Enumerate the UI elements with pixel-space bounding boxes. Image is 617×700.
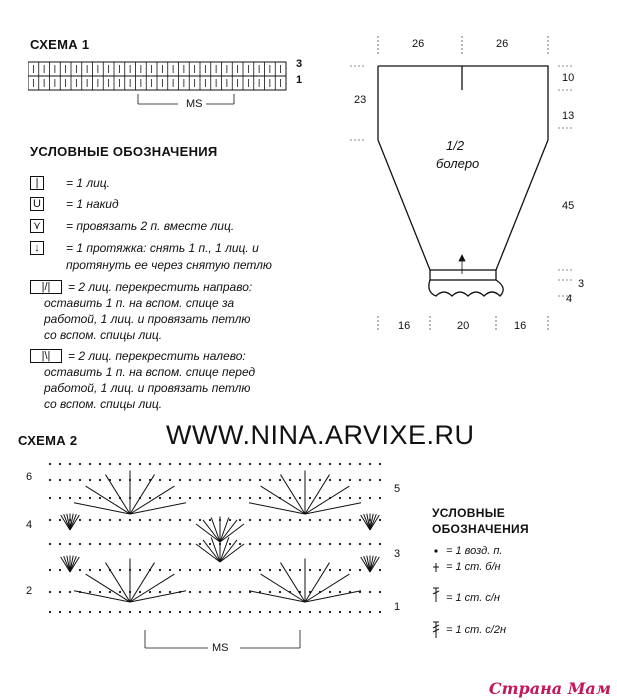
chain-stitch-mark bbox=[309, 611, 311, 613]
chain-stitch-mark bbox=[79, 611, 81, 613]
chain-stitch-mark bbox=[139, 611, 141, 613]
chain-stitch-mark bbox=[229, 543, 231, 545]
chain-stitch-mark bbox=[289, 543, 291, 545]
chain-stitch-mark bbox=[199, 479, 201, 481]
chain-stitch-mark bbox=[319, 519, 321, 521]
chain-stitch-mark bbox=[169, 591, 171, 593]
chain-stitch-mark bbox=[279, 543, 281, 545]
dim-bottom-mid: 20 bbox=[457, 320, 470, 332]
chain-stitch-mark bbox=[319, 611, 321, 613]
chain-stitch-mark bbox=[159, 569, 161, 571]
tr-symbol-icon bbox=[433, 622, 439, 638]
chain-stitch-mark bbox=[109, 591, 111, 593]
chain-stitch-mark bbox=[139, 479, 141, 481]
scheme2-row-1: 1 bbox=[394, 601, 401, 613]
chain-stitch-mark bbox=[79, 519, 81, 521]
chain-stitch-mark bbox=[259, 543, 261, 545]
k2tog-symbol-icon: ⋎ bbox=[30, 219, 44, 233]
chain-stitch-mark bbox=[89, 497, 91, 499]
pattern-name: болеро bbox=[436, 156, 480, 171]
skpo-symbol-icon: ↓ bbox=[30, 241, 44, 255]
chain-stitch-mark bbox=[319, 569, 321, 571]
chain-stitch-mark bbox=[159, 543, 161, 545]
chain-stitch-mark bbox=[339, 569, 341, 571]
chain-stitch-mark bbox=[149, 543, 151, 545]
chain-stitch-mark bbox=[329, 569, 331, 571]
chain-stitch-mark bbox=[79, 479, 81, 481]
chain-stitch-mark bbox=[149, 611, 151, 613]
chain-stitch-mark bbox=[349, 497, 351, 499]
chain-stitch-mark bbox=[89, 479, 91, 481]
chain-stitch-mark bbox=[359, 569, 361, 571]
chain-stitch-mark bbox=[209, 611, 211, 613]
fan-stitch-mark bbox=[105, 475, 130, 514]
dc-symbol-icon bbox=[433, 588, 439, 602]
chain-stitch-mark bbox=[359, 497, 361, 499]
chain-stitch-mark bbox=[299, 543, 301, 545]
chain-stitch-mark bbox=[139, 519, 141, 521]
chain-stitch-mark bbox=[279, 569, 281, 571]
chain-stitch-mark bbox=[349, 569, 351, 571]
chain-stitch-mark bbox=[289, 611, 291, 613]
fan-stitch-mark bbox=[305, 475, 330, 514]
chain-stitch-mark bbox=[189, 519, 191, 521]
watermark-logo: Страна Мам bbox=[488, 679, 611, 698]
scheme1-grid bbox=[28, 58, 298, 110]
scheme1-repeat-label: MS bbox=[186, 98, 203, 110]
dim-right-45: 45 bbox=[562, 200, 575, 212]
chain-stitch-mark bbox=[109, 543, 111, 545]
chain-stitch-mark bbox=[339, 543, 341, 545]
scheme2-row-3: 3 bbox=[394, 548, 401, 560]
chain-stitch-mark bbox=[199, 591, 201, 593]
chain-stitch-mark bbox=[79, 463, 81, 465]
chain-stitch-mark bbox=[329, 611, 331, 613]
chain-stitch-mark bbox=[309, 519, 311, 521]
scheme2-title: СХЕМА 2 bbox=[18, 433, 78, 448]
chain-stitch-mark bbox=[299, 519, 301, 521]
chain-stitch-mark bbox=[119, 611, 121, 613]
legend2-title-2: ОБОЗНАЧЕНИЯ bbox=[432, 522, 529, 536]
chain-stitch-mark bbox=[189, 479, 191, 481]
chain-stitch-mark bbox=[69, 591, 71, 593]
chain-stitch-mark bbox=[339, 479, 341, 481]
chain-stitch-mark bbox=[169, 569, 171, 571]
chain-stitch-mark bbox=[139, 569, 141, 571]
fan-stitch-mark bbox=[130, 563, 155, 602]
legend2-title-1: УСЛОВНЫЕ bbox=[432, 506, 506, 520]
chain-stitch-mark bbox=[219, 611, 221, 613]
chain-stitch-mark bbox=[199, 543, 201, 545]
scheme2-row-6: 6 bbox=[26, 471, 33, 483]
chain-stitch-mark bbox=[89, 611, 91, 613]
chain-stitch-mark bbox=[49, 569, 51, 571]
chain-stitch-mark bbox=[199, 519, 201, 521]
dim-top-left: 26 bbox=[412, 38, 425, 50]
chain-stitch-mark bbox=[109, 463, 111, 465]
chain-stitch-mark bbox=[369, 463, 371, 465]
fan-stitch-mark bbox=[130, 475, 155, 514]
chain-stitch-mark bbox=[209, 519, 211, 521]
chain-stitch-mark bbox=[99, 591, 101, 593]
chain-stitch-mark bbox=[139, 591, 141, 593]
chain-stitch-mark bbox=[49, 479, 51, 481]
chain-stitch-mark bbox=[239, 543, 241, 545]
chain-stitch-mark bbox=[59, 611, 61, 613]
chain-stitch-mark bbox=[129, 543, 131, 545]
scheme2-row-4: 4 bbox=[26, 519, 33, 531]
chain-stitch-mark bbox=[229, 569, 231, 571]
chain-stitch-mark bbox=[119, 543, 121, 545]
chain-stitch-mark bbox=[169, 543, 171, 545]
chain-stitch-mark bbox=[369, 497, 371, 499]
chain-stitch-mark bbox=[59, 569, 61, 571]
chain-stitch-mark bbox=[349, 463, 351, 465]
chain-stitch-mark bbox=[299, 479, 301, 481]
chain-stitch-mark bbox=[219, 463, 221, 465]
chain-stitch-mark bbox=[159, 519, 161, 521]
chain-stitch-mark bbox=[89, 519, 91, 521]
fan-stitch-mark bbox=[305, 563, 330, 602]
chain-stitch-mark bbox=[359, 519, 361, 521]
chain-stitch-mark bbox=[119, 519, 121, 521]
chain-stitch-mark bbox=[79, 497, 81, 499]
legend2-chain: = 1 возд. п. bbox=[446, 545, 503, 557]
chain-stitch-mark bbox=[249, 463, 251, 465]
chain-stitch-mark bbox=[309, 497, 311, 499]
chain-stitch-mark bbox=[289, 497, 291, 499]
chain-stitch-mark bbox=[279, 463, 281, 465]
chain-stitch-mark bbox=[239, 519, 241, 521]
chain-stitch-mark bbox=[379, 569, 381, 571]
chain-stitch-mark bbox=[349, 519, 351, 521]
cross-left-symbol-icon: |\| bbox=[30, 349, 62, 363]
chain-stitch-mark bbox=[169, 519, 171, 521]
chain-stitch-mark bbox=[119, 569, 121, 571]
chain-stitch-mark bbox=[179, 479, 181, 481]
chain-stitch-mark bbox=[209, 463, 211, 465]
chain-stitch-mark bbox=[309, 479, 311, 481]
chain-stitch-mark bbox=[289, 519, 291, 521]
chain-stitch-mark bbox=[209, 479, 211, 481]
chain-stitch-mark bbox=[189, 591, 191, 593]
chain-stitch-mark bbox=[359, 463, 361, 465]
chain-stitch-mark bbox=[219, 479, 221, 481]
chain-stitch-mark bbox=[239, 611, 241, 613]
chain-stitch-mark bbox=[99, 479, 101, 481]
chain-stitch-mark bbox=[179, 569, 181, 571]
chain-stitch-mark bbox=[359, 611, 361, 613]
chain-stitch-mark bbox=[209, 569, 211, 571]
chain-stitch-mark bbox=[159, 591, 161, 593]
chain-stitch-mark bbox=[119, 463, 121, 465]
chain-stitch-mark bbox=[229, 479, 231, 481]
yarnover-symbol-icon: U bbox=[30, 197, 44, 211]
chain-stitch-mark bbox=[179, 519, 181, 521]
chain-stitch-mark bbox=[89, 591, 91, 593]
chain-stitch-mark bbox=[59, 463, 61, 465]
cross-right-symbol-icon: |/| bbox=[30, 280, 62, 294]
chain-stitch-mark bbox=[59, 519, 61, 521]
chain-stitch-mark bbox=[189, 463, 191, 465]
chain-stitch-mark bbox=[269, 611, 271, 613]
chain-stitch-mark bbox=[309, 569, 311, 571]
chain-stitch-mark bbox=[169, 479, 171, 481]
dim-right-13: 13 bbox=[562, 110, 575, 122]
chain-stitch-mark bbox=[329, 591, 331, 593]
chain-stitch-mark bbox=[379, 519, 381, 521]
chain-stitch-mark bbox=[159, 463, 161, 465]
chain-stitch-mark bbox=[379, 463, 381, 465]
legend2-tr: = 1 ст. с/2н bbox=[446, 624, 507, 636]
chain-stitch-mark bbox=[79, 543, 81, 545]
chain-stitch-mark bbox=[249, 543, 251, 545]
chain-stitch-mark bbox=[269, 569, 271, 571]
chain-stitch-mark bbox=[269, 497, 271, 499]
chain-stitch-mark bbox=[219, 569, 221, 571]
chain-stitch-mark bbox=[89, 463, 91, 465]
chain-stitch-mark bbox=[259, 569, 261, 571]
chain-stitch-mark bbox=[379, 479, 381, 481]
chain-stitch-mark bbox=[79, 569, 81, 571]
chain-stitch-mark bbox=[69, 497, 71, 499]
chain-stitch-mark bbox=[309, 543, 311, 545]
chain-stitch-mark bbox=[49, 519, 51, 521]
chain-stitch-mark bbox=[189, 543, 191, 545]
chain-stitch-mark bbox=[179, 611, 181, 613]
chain-stitch-mark bbox=[379, 497, 381, 499]
fan-stitch-mark bbox=[105, 563, 130, 602]
chain-stitch-mark bbox=[229, 611, 231, 613]
chain-stitch-mark bbox=[69, 543, 71, 545]
chain-stitch-mark bbox=[59, 479, 61, 481]
chain-stitch-mark bbox=[239, 463, 241, 465]
fan-stitch-mark bbox=[280, 563, 305, 602]
scheme2-repeat-label: MS bbox=[212, 642, 229, 654]
chain-stitch-mark bbox=[229, 591, 231, 593]
chain-stitch-mark bbox=[109, 519, 111, 521]
chain-stitch-mark bbox=[129, 611, 131, 613]
chain-stitch-mark bbox=[149, 463, 151, 465]
chain-stitch-mark bbox=[329, 519, 331, 521]
chain-stitch-mark bbox=[249, 497, 251, 499]
chain-stitch-mark bbox=[199, 463, 201, 465]
chain-stitch-mark bbox=[189, 611, 191, 613]
chain-stitch-mark bbox=[49, 463, 51, 465]
chain-stitch-mark bbox=[299, 611, 301, 613]
chain-stitch-mark bbox=[349, 543, 351, 545]
chain-stitch-mark bbox=[269, 463, 271, 465]
chain-stitch-mark bbox=[279, 611, 281, 613]
chain-stitch-mark bbox=[369, 591, 371, 593]
chain-stitch-mark bbox=[219, 591, 221, 593]
chain-stitch-mark bbox=[109, 611, 111, 613]
chain-stitch-mark bbox=[99, 497, 101, 499]
chain-stitch-mark bbox=[369, 543, 371, 545]
chain-stitch-mark bbox=[59, 591, 61, 593]
chain-stitch-mark bbox=[329, 463, 331, 465]
chain-stitch-mark bbox=[289, 569, 291, 571]
chain-stitch-mark bbox=[99, 463, 101, 465]
dim-right-10: 10 bbox=[562, 72, 575, 84]
chain-stitch-mark bbox=[99, 519, 101, 521]
chain-stitch-mark bbox=[129, 463, 131, 465]
chain-stitch-mark bbox=[229, 497, 231, 499]
chain-stitch-mark bbox=[379, 543, 381, 545]
dim-bottom-right: 16 bbox=[514, 320, 527, 332]
chain-stitch-mark bbox=[239, 479, 241, 481]
chain-stitch-mark bbox=[169, 497, 171, 499]
chain-stitch-mark bbox=[309, 463, 311, 465]
knit-symbol-icon: | bbox=[30, 176, 44, 190]
chain-stitch-mark bbox=[169, 463, 171, 465]
chain-stitch-mark bbox=[199, 497, 201, 499]
chain-stitch-mark bbox=[149, 497, 151, 499]
chain-stitch-mark bbox=[199, 569, 201, 571]
chain-stitch-mark bbox=[159, 497, 161, 499]
chain-stitch-mark bbox=[49, 543, 51, 545]
fan-stitch-mark bbox=[280, 475, 305, 514]
scheme2-row-2: 2 bbox=[26, 585, 33, 597]
pattern-fraction: 1/2 bbox=[446, 138, 465, 153]
dim-bottom-left: 16 bbox=[398, 320, 411, 332]
chain-stitch-mark bbox=[99, 611, 101, 613]
chain-stitch-mark bbox=[349, 479, 351, 481]
chain-stitch-mark bbox=[159, 479, 161, 481]
legend2-symbols bbox=[430, 544, 444, 644]
chain-stitch-mark bbox=[289, 479, 291, 481]
chain-stitch-mark bbox=[369, 479, 371, 481]
dim-top-right: 26 bbox=[496, 38, 509, 50]
chain-stitch-mark bbox=[59, 497, 61, 499]
chain-stitch-mark bbox=[209, 543, 211, 545]
site-url: WWW.NINA.ARVIXE.RU bbox=[166, 420, 475, 450]
chain-stitch-mark bbox=[219, 497, 221, 499]
chain-stitch-mark bbox=[259, 479, 261, 481]
chain-stitch-mark bbox=[69, 611, 71, 613]
chain-stitch-mark bbox=[269, 591, 271, 593]
chain-stitch-mark bbox=[259, 497, 261, 499]
chain-stitch-mark bbox=[359, 543, 361, 545]
chain-stitch-mark bbox=[59, 543, 61, 545]
dim-right-4: 4 bbox=[566, 293, 573, 305]
chain-stitch-mark bbox=[249, 569, 251, 571]
chain-stitch-mark bbox=[209, 591, 211, 593]
chain-stitch-mark bbox=[269, 543, 271, 545]
chain-stitch-mark bbox=[249, 611, 251, 613]
chain-symbol-icon bbox=[434, 549, 437, 552]
chain-stitch-mark bbox=[239, 591, 241, 593]
chain-stitch-mark bbox=[299, 569, 301, 571]
chain-stitch-mark bbox=[179, 543, 181, 545]
chain-stitch-mark bbox=[339, 611, 341, 613]
chain-stitch-mark bbox=[339, 463, 341, 465]
scheme1-title: СХЕМА 1 bbox=[30, 37, 90, 52]
chain-stitch-mark bbox=[149, 519, 151, 521]
chain-stitch-mark bbox=[89, 569, 91, 571]
chain-stitch-mark bbox=[279, 591, 281, 593]
chain-stitch-mark bbox=[379, 611, 381, 613]
chain-stitch-mark bbox=[119, 591, 121, 593]
chain-stitch-mark bbox=[199, 611, 201, 613]
chain-stitch-mark bbox=[169, 611, 171, 613]
scheme2-row-5: 5 bbox=[394, 483, 401, 495]
chain-stitch-mark bbox=[189, 569, 191, 571]
chain-stitch-mark bbox=[229, 519, 231, 521]
chain-stitch-mark bbox=[239, 569, 241, 571]
chain-stitch-mark bbox=[319, 543, 321, 545]
scheme1-row-1: 1 bbox=[296, 74, 303, 86]
chain-stitch-mark bbox=[359, 479, 361, 481]
chain-stitch-mark bbox=[259, 463, 261, 465]
chain-stitch-mark bbox=[49, 611, 51, 613]
chain-stitch-mark bbox=[349, 611, 351, 613]
chain-stitch-mark bbox=[179, 463, 181, 465]
chain-stitch-mark bbox=[259, 519, 261, 521]
chain-stitch-mark bbox=[329, 543, 331, 545]
chain-stitch-mark bbox=[369, 611, 371, 613]
chain-stitch-mark bbox=[249, 479, 251, 481]
chain-stitch-mark bbox=[339, 497, 341, 499]
chain-stitch-mark bbox=[189, 497, 191, 499]
dim-right-3: 3 bbox=[578, 278, 585, 290]
chain-stitch-mark bbox=[99, 543, 101, 545]
chain-stitch-mark bbox=[179, 497, 181, 499]
chain-stitch-mark bbox=[269, 479, 271, 481]
chain-stitch-mark bbox=[149, 591, 151, 593]
chain-stitch-mark bbox=[379, 591, 381, 593]
chain-stitch-mark bbox=[299, 497, 301, 499]
dim-left-23: 23 bbox=[354, 94, 367, 106]
chain-stitch-mark bbox=[239, 497, 241, 499]
chain-stitch-mark bbox=[279, 519, 281, 521]
chain-stitch-mark bbox=[319, 463, 321, 465]
scheme1-row-3: 3 bbox=[296, 58, 303, 70]
chain-stitch-mark bbox=[159, 611, 161, 613]
legend2-sc: = 1 ст. б/н bbox=[446, 561, 501, 573]
legend1-title: УСЛОВНЫЕ ОБОЗНАЧЕНИЯ bbox=[30, 144, 218, 159]
chain-stitch-mark bbox=[279, 479, 281, 481]
chain-stitch-mark bbox=[339, 591, 341, 593]
chain-stitch-mark bbox=[69, 463, 71, 465]
chain-stitch-mark bbox=[299, 463, 301, 465]
sc-symbol-icon bbox=[433, 563, 439, 572]
chain-stitch-mark bbox=[319, 497, 321, 499]
chain-stitch-mark bbox=[129, 519, 131, 521]
chain-stitch-mark bbox=[329, 479, 331, 481]
chain-stitch-mark bbox=[89, 543, 91, 545]
chain-stitch-mark bbox=[49, 591, 51, 593]
chain-stitch-mark bbox=[49, 497, 51, 499]
chain-stitch-mark bbox=[269, 519, 271, 521]
chain-stitch-mark bbox=[209, 497, 211, 499]
chain-stitch-mark bbox=[99, 569, 101, 571]
chain-stitch-mark bbox=[259, 611, 261, 613]
chain-stitch-mark bbox=[69, 479, 71, 481]
chain-stitch-mark bbox=[249, 519, 251, 521]
chain-stitch-mark bbox=[139, 463, 141, 465]
chain-stitch-mark bbox=[289, 463, 291, 465]
chain-stitch-mark bbox=[229, 463, 231, 465]
chain-stitch-mark bbox=[319, 479, 321, 481]
chain-stitch-mark bbox=[109, 497, 111, 499]
legend2-dc: = 1 ст. с/н bbox=[446, 592, 500, 604]
chain-stitch-mark bbox=[339, 519, 341, 521]
chain-stitch-mark bbox=[139, 543, 141, 545]
chain-stitch-mark bbox=[119, 479, 121, 481]
scheme2-chart bbox=[40, 452, 400, 662]
